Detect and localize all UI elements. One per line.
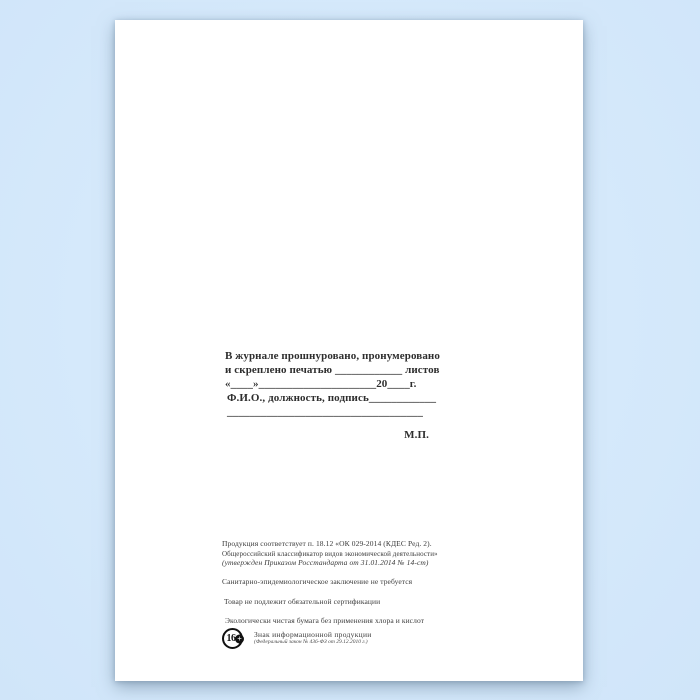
stamp-place-label: М.П. xyxy=(404,429,429,441)
age-rating-plus: + xyxy=(235,634,244,643)
age-rating-row xyxy=(222,628,372,649)
binding-statement-block xyxy=(225,349,440,442)
age-rating-16plus-icon xyxy=(222,628,243,649)
binding-line-3: «____»_____________________20____г. xyxy=(225,378,417,390)
age-rating-title: Знак информационной продукции xyxy=(254,630,372,639)
age-rating-number: 16 xyxy=(226,633,236,644)
signature-underline: ___________________________________ xyxy=(227,406,423,418)
binding-line-1: В журнале прошнуровано, пронумеровано xyxy=(225,350,440,362)
product-compliance-line-3: (утвержден Приказом Росстандарта от 31.01.2014 № 14-ст) xyxy=(222,558,429,567)
journal-back-page xyxy=(115,20,583,681)
eco-paper-statement: Экологически чистая бумага без применения хлора и кислот xyxy=(225,616,425,625)
age-rating-caption xyxy=(254,628,372,646)
binding-line-4: Ф.И.О., должность, подпись____________ xyxy=(227,392,437,404)
age-rating-law-reference: (Федеральный закон № 436-ФЗ от 29.12.2010 г.) xyxy=(254,639,368,645)
product-compliance-line-1: Продукция соответствует п. 18.12 «ОК 029-2014 (КДЕС Ред. 2). xyxy=(222,539,432,548)
certification-statement: Товар не подлежит обязательной сертификации xyxy=(224,597,381,606)
binding-line-2: и скреплено печатью ____________ листов xyxy=(225,364,440,376)
sanitary-statement: Санитарно-эпидемиологическое заключение не требуется xyxy=(222,577,413,586)
product-compliance-line-2: Общероссийский классификатор видов экономической деятельности» xyxy=(222,550,438,558)
